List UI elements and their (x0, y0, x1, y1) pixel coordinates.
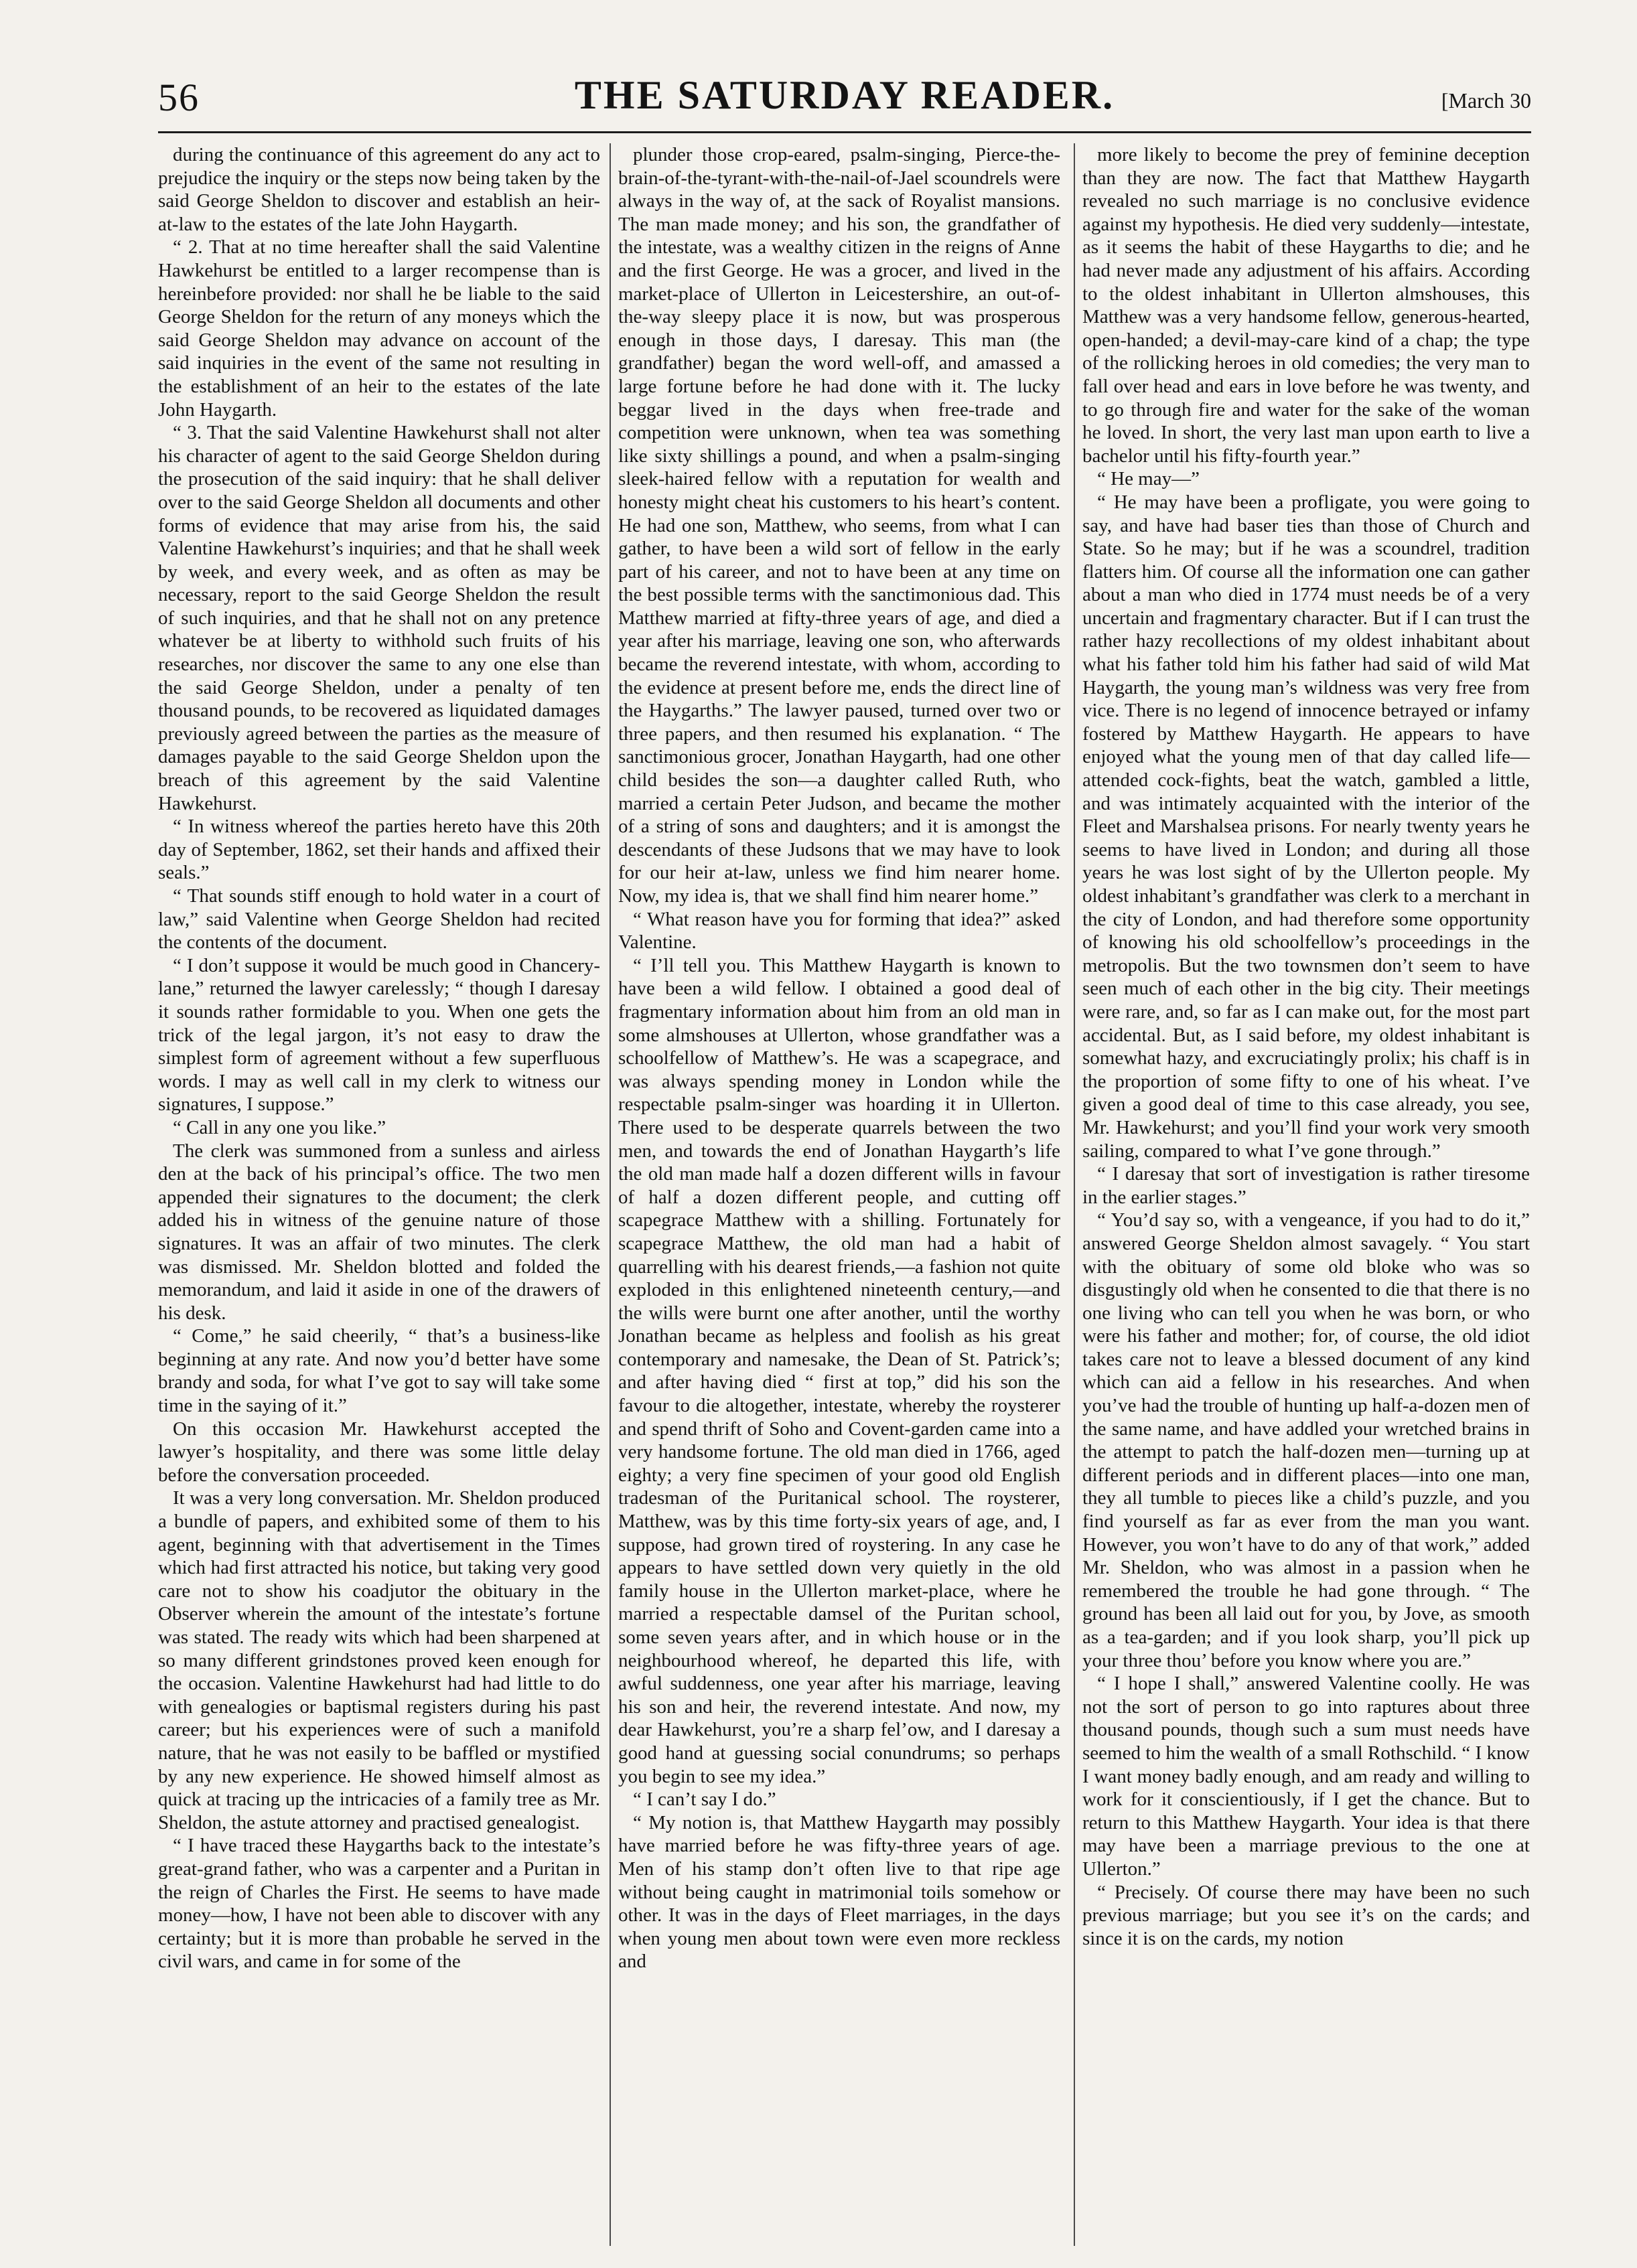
paragraph: “ That sounds stiff enough to hold water in a court of law,” said Valentine when George Sheldon had recited the contents of the document. (158, 885, 600, 954)
paragraph: “ I daresay that sort of investigation is rather tiresome in the earlier stages.” (1082, 1163, 1530, 1208)
paragraph: “ I hope I shall,” answered Valentine coolly. He was not the sort of person to go into raptures about three thousand pounds, though such a sum must needs have seemed to him the wealth of a small Rothschild. “ I know I want money badly enough, and am ready and willing to work for it conscientiously, if I get the chance. But to return to this Matthew Haygarth. Your idea is that there may have been a marriage previous to the one at Ullerton.” (1082, 1673, 1530, 1880)
paragraph: “ You’d say so, with a vengeance, if you had to do it,” answered George Sheldon almost savagely. “ You start with the obituary of some old bloke who was so disgustingly old when he consented to die that there is no one living who can tell you when he was born, or who were his father and mother; for, of course, the old idiot takes care not to leave a blessed document of any kind which can aid a fellow in his researches. And when you’ve had the trouble of hunting up half-a-dozen men of the same name, and have addled your wretched brains in the attempt to patch the half-dozen men—turning up at different periods and in different places—into one man, they all tumble to pieces like a child’s puzzle, and you find yourself as far as ever from the man you want. However, you won’t have to do any of that work,” added Mr. Sheldon, who was almost in a passion when he remembered the trouble he had gone through. “ The ground has been all laid out for you, by Jove, as smooth as a tea-garden; and if you look sharp, you’ll pick up your three thou’ before you know where you are.” (1082, 1209, 1530, 1671)
paragraph: during the continuance of this agreement do any act to prejudice the inquiry or the steps now being taken by the said George Sheldon to discover and establish an heir-at-law to the estates of the late John Haygarth. (158, 144, 600, 235)
paragraph: “ I can’t say I do.” (633, 1789, 776, 1811)
paragraph: “ I’ll tell you. This Matthew Haygarth is known to have been a wild fellow. I obtained a good deal of fragmentary information about him from an old man in some almshouses at Ullerton, whose grandfather was a schoolfellow of Matthew’s. He was a scapegrace, and was always spending money in London while the respectable psalm-singer was hoarding it in Ullerton. There used to be desperate quarrels between the two men, and towards the end of Jonathan Haygarth’s life the old man made half a dozen different wills in favour of half a dozen different people, and cutting off scapegrace Matthew with a shilling. Fortunately for scapegrace Matthew, the old man had a habit of quarrelling with his dearest friends,—a fashion not quite exploded in this enlightened nineteenth century,—and the wills were burnt one after another, until the worthy Jonathan became as helpless and foolish as his great contemporary and namesake, the Dean of St. Patrick’s; and after having died “ first at top,” did his son the favour to die altogether, intestate, whereby the roysterer and spend thrift of Soho and Covent-garden came into a very handsome fortune. The old man died in 1766, aged eighty; a very fine specimen of your good old English tradesman of the Puritanical school. The roysterer, Matthew, was by this time forty-six years of age, and, I suppose, had grown tired of roystering. In any case he appears to have settled down very quietly in the old family house in the Ullerton market-place, where he married a respectable damsel of the Puritan school, some seven years after, and in which house or in the neighbourhood whereof, he departed this life, with awful suddenness, one year after his marriage, leaving his son and heir, the reverend intestate. And now, my dear Hawkehurst, you’re a sharp fel’ow, and I daresay a good hand at guessing social conundrums; so perhaps you begin to see my idea.” (618, 954, 1060, 1787)
paragraph: “ He may have been a profligate, you were going to say, and have had baser ties than those of Church and State. So he may; but if he was a scoundrel, tradition flatters him. Of course all the information one can gather about a man who died in 1774 must needs be of a very uncertain and fragmentary character. But if I can trust the rather hazy recollections of my oldest inhabitant about what his father told him his father had said of wild Mat Haygarth, the young man’s wildness was very free from vice. There is no legend of innocence betrayed or infamy fostered by Matthew Haygarth. He appears to have enjoyed what the young men of that day called life—attended cock-fights, beat the watch, gambled a little, and was intimately acquainted with the interior of the Fleet and Marshalsea prisons. For nearly twenty years he seems to have lived in London; and during all those years he was lost sight of by the Ullerton people. My oldest inhabitant’s grandfather was clerk to a merchant in the city of London, and had therefore some opportunity of knowing his old schoolfellow’s proceedings in the metropolis. But the two townsmen don’t seem to have seen much of each other in the big city. Their meetings were rare, and, so far as I can make out, for the most part accidental. But, as I said before, my oldest inhabitant is somewhat hazy, and excruciatingly prolix; his chaff is in the proportion of some fifty to one of his wheat. I’ve given a good deal of time to this case already, you see, Mr. Hawkehurst; and you’ll find your work very smooth sailing, compared to what I’ve gone through.” (1082, 491, 1530, 1162)
paragraph: “ What reason have you for forming that idea?” asked Valentine. (618, 908, 1060, 954)
paragraph: “ In witness whereof the parties hereto have this 20th day of September, 1862, set their hands and affixed their seals.” (158, 816, 600, 884)
paragraph: “ Precisely. Of course there may have been no such previous marriage; but you see it’s on the cards; and since it is on the cards, my notion (1082, 1881, 1530, 1949)
paragraph: more likely to become the prey of feminine deception than they are now. The fact that Matthew Haygarth revealed no such marriage is no conclusive evidence against my hypothesis. He died very suddenly—intestate, as it seems the habit of these Haygarths to die; and he had never made any adjustment of his affairs. According to the oldest inhabitant in Ullerton almshouses, this Matthew was a very handsome fellow, generous-hearted, open-handed; a devil-may-care kind of a chap; the type of the rollicking heroes in old comedies; the very man to fall over head and ears in love before he was twenty, and to go through fire and water for the sake of the woman he loved. In short, the very last man upon earth to live a bachelor until his fifty-fourth year.” (1082, 144, 1530, 467)
masthead (158, 72, 1531, 133)
text-column-1 (158, 143, 600, 2246)
publication-title: THE SATURDAY READER. (574, 73, 1115, 117)
paragraph: “ I have traced these Haygarths back to the intestate’s great-grand father, who was a carpenter and a Puritan in the reign of Charles the First. He seems to have made money—how, I have not been able to discover with any certainty; but it is more than probable he served in the civil wars, and came in for some of the (158, 1835, 600, 1973)
paragraph: The clerk was summoned from a sunless and airless den at the back of his principal’s office. The two men appended their signatures to the document; the clerk added his in witness of the genuine nature of those signatures. It was an affair of two minutes. The clerk was dismissed. Mr. Sheldon blotted and folded the memorandum, and laid it aside in one of the drawers of his desk. (158, 1140, 600, 1324)
paragraph: It was a very long conversation. Mr. Sheldon produced a bundle of papers, and exhibited some of them to his agent, beginning with that advertisement in the Times which had first attracted his notice, but taking very good care not to show his coadjutor the obituary in the Observer wherein the amount of the intestate’s fortune was stated. The ready wits which had been sharpened at so many different grindstones proved keen enough for the occasion. Valentine Hawkehurst had had little to do with genealogies or baptismal registers during his past career; but his experiences were of such a manifold nature, that he was not easily to be baffled or mystified by any new experience. He showed himself almost as quick at tracing up the intricacies of a family tree as Mr. Sheldon, the astute attorney and practised genealogist. (158, 1487, 600, 1833)
text-column-3 (1082, 143, 1530, 2246)
text-column-2 (618, 143, 1060, 2246)
paragraph: On this occasion Mr. Hawkehurst accepted the lawyer’s hospitality, and there was some little delay before the conversation proceeded. (158, 1418, 600, 1486)
column-divider (610, 143, 611, 2246)
paragraph: “ I don’t suppose it would be much good in Chancery-lane,” returned the lawyer carelessly; “ though I daresay it sounds rather formidable to you. When one gets the trick of the legal jargon, it’s not easy to draw the simplest form of agreement without a few superfluous words. I may as well call in my clerk to witness our signatures, I suppose.” (158, 954, 600, 1116)
paragraph: plunder those crop-eared, psalm-singing, Pierce-the-brain-of-the-tyrant-with-the-nail-of-Jael scoundrels were always in the way of, at the sack of Royalist mansions. The man made money; and his son, the grandfather of the intestate, was a wealthy citizen in the reigns of Anne and the first George. He was a grocer, and lived in the market-place of Ullerton in Leicestershire, an out-of-the-way sleepy place it is now, but was prosperous enough in those days, I daresay. This man (the grandfather) began the word well-off, and amassed a large fortune before he had done with it. The lucky beggar lived in the days when free-trade and competition were unknown, when tea was something like sixty shillings a pound, and when a psalm-singing sleek-haired fellow with a reputation for wealth and honesty might cheat his customers to his heart’s content. He had one son, Matthew, who seems, from what I can gather, to have been a wild sort of fellow in the early part of his career, and not to have been at any time on the best possible terms with the sanctimonious dad. This Matthew married at fifty-three years of age, and died a year after his marriage, leaving one son, who afterwards became the reverend intestate, with whom, according to the evidence at present before me, ends the direct line of the Haygarths.” The lawyer paused, turned over two or three papers, and then resumed his explanation. “ The sanctimonious grocer, Jonathan Haygarth, had one other child besides the son—a daughter called Ruth, who married a certain Peter Judson, and became the mother of a string of sons and daughters; and it is amongst the descendants of these Judsons that we may have to look for our heir at-law, unless we find him nearer home. Now, my idea is, that we shall find him nearer home.” (618, 144, 1060, 907)
paragraph: “ My notion is, that Matthew Haygarth may possibly have married before he was fifty-three years of age. Men of his stamp don’t often live to that ripe age without being caught in matrimonial toils somehow or other. It was in the days of Fleet marriages, in the days when young men about town were even more reckless and (618, 1811, 1060, 1973)
issue-date: [March 30 (1441, 88, 1531, 112)
column-divider (1074, 143, 1075, 2246)
header-rule (158, 131, 1531, 133)
paragraph: “ He may—” (1097, 468, 1200, 490)
paragraph: “ Come,” he said cheerily, “ that’s a business-like beginning at any rate. And now you’d better have some brandy and soda, for what I’ve got to say will take some time in the saying of it.” (158, 1325, 600, 1417)
paragraph: “ 3. That the said Valentine Hawkehurst shall not alter his character of agent to the said George Sheldon during the prosecution of the said inquiry: that he shall deliver over to the said George Sheldon all documents and other forms of evidence that may arise from his, the said Valentine Hawkehurst’s inquiries; and that he shall week by week, and every week, and as often as may be necessary, report to the said George Sheldon the result of such inquiries, and that he shall not on any pretence whatever be at liberty to withhold such fruits of his researches, nor discover the same to any one else than the said George Sheldon, under a penalty of ten thousand pounds, to be recovered as liquidated damages previously agreed between the parties as the measure of damages payable to the said George Sheldon upon the breach of this agreement by the said Valentine Hawkehurst. (158, 422, 600, 814)
paragraph: “ 2. That at no time hereafter shall the said Valentine Hawkehurst be entitled to a larger recompense than is hereinbefore provided: nor shall he be liable to the said George Sheldon for the return of any moneys which the said George Sheldon may advance on account of the said inquiries in the event of the same not resulting in the establishment of an heir to the estates of the late John Haygarth. (158, 236, 600, 421)
page-number: 56 (158, 76, 200, 119)
paragraph: “ Call in any one you like.” (173, 1116, 386, 1138)
